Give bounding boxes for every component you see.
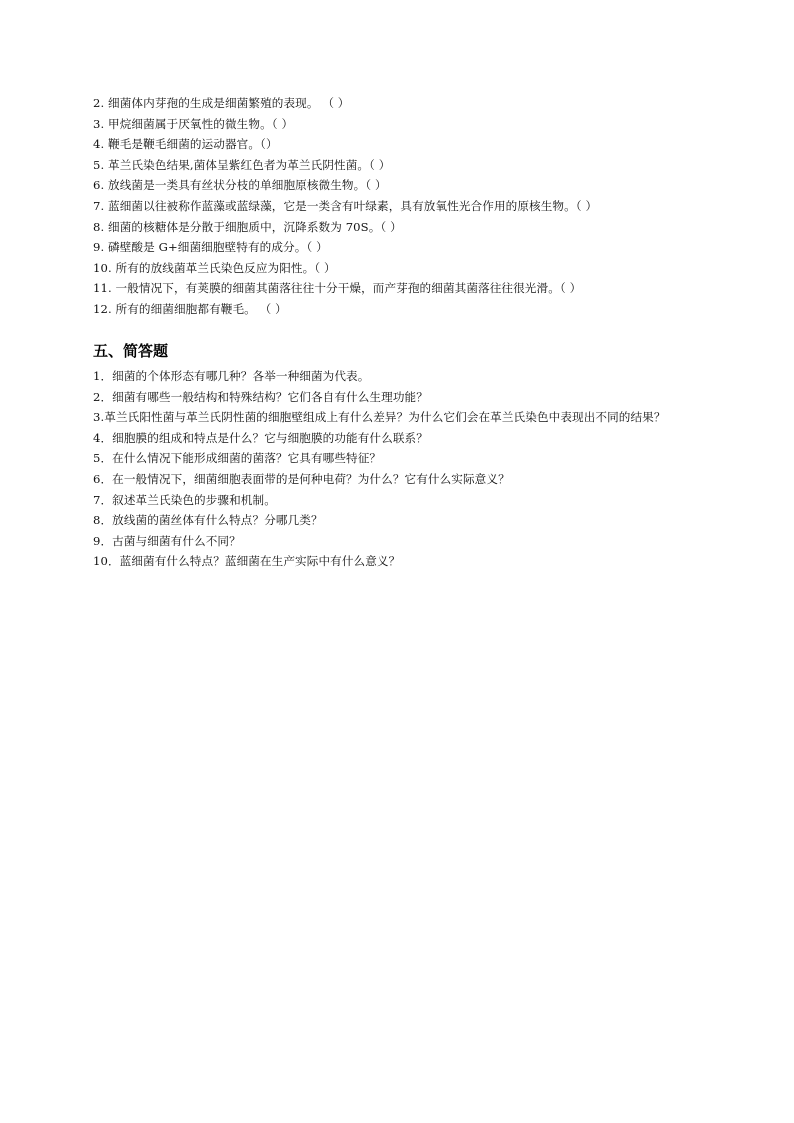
question-item: 9. 磷壁酸是 G+细菌细胞壁特有的成分。（ ） <box>93 240 328 255</box>
question-item: 6．在一般情况下，细菌细胞表面带的是何种电荷？为什么？它有什么实际意义？ <box>93 471 510 486</box>
question-item: 6. 放线菌是一类具有丝状分枝的单细胞原核微生物。（ ） <box>93 178 387 193</box>
question-item: 5．在什么情况下能形成细菌的菌落？它具有哪些特征？ <box>93 451 382 466</box>
question-item: 9．古菌与细菌有什么不同？ <box>93 533 241 548</box>
question-item: 10. 所有的放线菌革兰氏染色反应为阳性。（ ） <box>93 260 336 275</box>
question-item: 12. 所有的细菌细胞都有鞭毛。 （ ） <box>93 301 287 316</box>
question-item: 3.革兰氏阳性菌与革兰氏阴性菌的细胞壁组成上有什么差异？为什么它们会在革兰氏染色中表现出不同的结果？ <box>93 410 666 425</box>
question-item: 7. 蓝细菌以往被称作蓝藻或蓝绿藻，它是一类含有叶绿素，具有放氧性光合作用的原核生物。（ ） <box>93 198 598 213</box>
question-item: 5. 革兰氏染色结果,菌体呈紫红色者为革兰氏阴性菌。（ ） <box>93 157 391 172</box>
question-item: 4. 鞭毛是鞭毛细菌的运动器官。（） <box>93 137 278 152</box>
true-false-question-list <box>93 93 733 320</box>
question-item: 2．细菌有哪些一般结构和特殊结构？它们各自有什么生理功能？ <box>93 389 428 404</box>
question-item: 2. 细菌体内芽孢的生成是细菌繁殖的表现。 （ ） <box>93 96 350 110</box>
section-heading-short-answer: 五、简答题 <box>93 342 169 360</box>
short-answer-question-list <box>93 366 713 572</box>
question-item: 8. 细菌的核糖体是分散于细胞质中，沉降系数为 70S。（ ） <box>93 219 402 234</box>
question-item: 3. 甲烷细菌属于厌氧性的微生物。（ ） <box>93 116 294 131</box>
question-item: 7．叙述革兰氏染色的步骤和机制。 <box>93 492 276 507</box>
question-item: 10．蓝细菌有什么特点？蓝细菌在生产实际中有什么意义？ <box>93 554 401 569</box>
question-item: 11. 一般情况下，有荚膜的细菌其菌落往往十分干燥，而产芽孢的细菌其菌落往往很光滑。（ ） <box>93 281 582 296</box>
question-item: 1．细菌的个体形态有哪几种？各举一种细菌为代表。 <box>93 369 370 383</box>
question-item: 8．放线菌的菌丝体有什么特点？分哪几类？ <box>93 513 323 528</box>
question-item: 4．细胞膜的组成和特点是什么？它与细胞膜的功能有什么联系？ <box>93 430 428 445</box>
